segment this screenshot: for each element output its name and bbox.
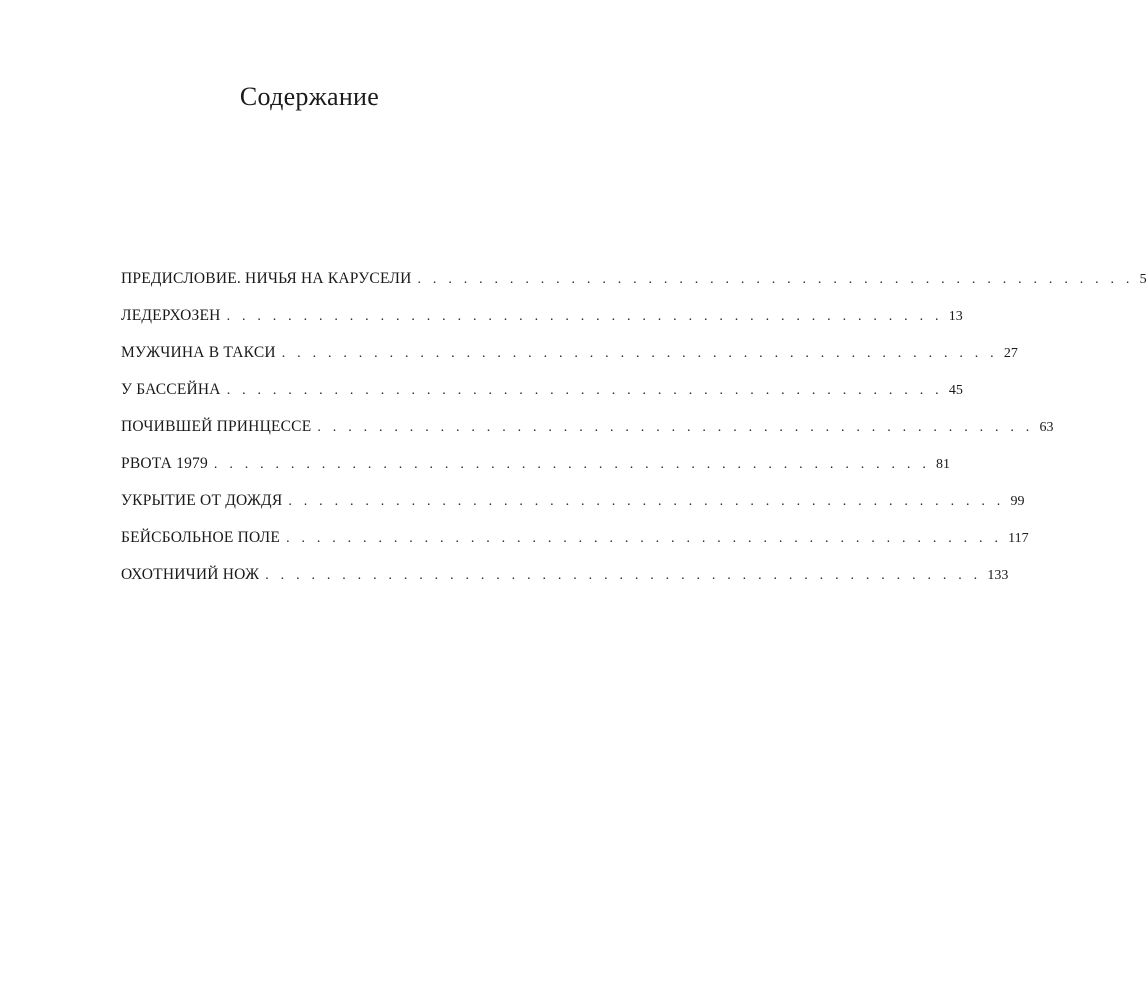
toc-entry-title: МУЖЧИНА В ТАКСИ (121, 344, 276, 361)
toc-entry (121, 268, 1147, 305)
dot-leader: . . . . . . . . . . . . . . . . . . . . . . . . . . . . . . . . . . . . . . . . . . . . . . . (265, 568, 982, 583)
toc-page-number: 81 (936, 457, 951, 472)
toc-page-number: 5 (1139, 272, 1147, 287)
toc-page-number: 63 (1039, 420, 1054, 435)
page-title: Содержание (239, 82, 380, 111)
toc-entry (121, 305, 963, 342)
toc-entry (121, 379, 963, 416)
dot-leader: . . . . . . . . . . . . . . . . . . . . . . . . . . . . . . . . . . . . . . . . . . . . . . . (317, 420, 1034, 435)
toc-entry (121, 416, 1054, 453)
toc-entry-title: БЕЙСБОЛЬНОЕ ПОЛЕ (121, 529, 281, 546)
toc-page-number: 99 (1010, 494, 1025, 509)
dot-leader: . . . . . . . . . . . . . . . . . . . . . . . . . . . . . . . . . . . . . . . . . . . . . . . (226, 309, 943, 324)
toc-entry (121, 490, 1025, 527)
dot-leader: . . . . . . . . . . . . . . . . . . . . . . . . . . . . . . . . . . . . . . . . . . . . . . . (213, 457, 931, 472)
toc-entry-title: ПРЕДИСЛОВИЕ. НИЧЬЯ НА КАРУСЕЛИ (121, 270, 412, 287)
dot-leader: . . . . . . . . . . . . . . . . . . . . . . . . . . . . . . . . . . . . . . . . . . . . . . . (417, 272, 1134, 287)
dot-leader: . . . . . . . . . . . . . . . . . . . . . . . . . . . . . . . . . . . . . . . . . . . . . . . (288, 494, 1005, 509)
toc-page-number: 117 (1008, 531, 1029, 546)
toc-entry (121, 527, 1029, 564)
toc-entry (121, 564, 1009, 601)
toc-entry (121, 453, 951, 490)
toc-entry-title: ЛЕДЕРХОЗЕН (121, 307, 221, 324)
toc-entry-title: ОХОТНИЧИЙ НОЖ (121, 566, 260, 583)
table-of-contents (121, 268, 1147, 601)
toc-entry-title: У БАССЕЙНА (121, 381, 221, 398)
toc-page-number: 133 (987, 568, 1009, 583)
toc-entry-title: РВОТА 1979 (121, 455, 208, 472)
dot-leader: . . . . . . . . . . . . . . . . . . . . . . . . . . . . . . . . . . . . . . . . . . . . . . . (281, 346, 998, 361)
dot-leader: . . . . . . . . . . . . . . . . . . . . . . . . . . . . . . . . . . . . . . . . . . . . . . . (226, 383, 943, 398)
toc-entry (121, 342, 1018, 379)
toc-entry-title: ПОЧИВШЕЙ ПРИНЦЕССЕ (121, 418, 312, 435)
toc-page-number: 45 (948, 383, 963, 398)
toc-page-number: 13 (948, 309, 963, 324)
toc-page-number: 27 (1003, 346, 1018, 361)
dot-leader: . . . . . . . . . . . . . . . . . . . . . . . . . . . . . . . . . . . . . . . . . . . . . . . (286, 531, 1003, 546)
toc-entry-title: УКРЫТИЕ ОТ ДОЖДЯ (121, 492, 283, 509)
